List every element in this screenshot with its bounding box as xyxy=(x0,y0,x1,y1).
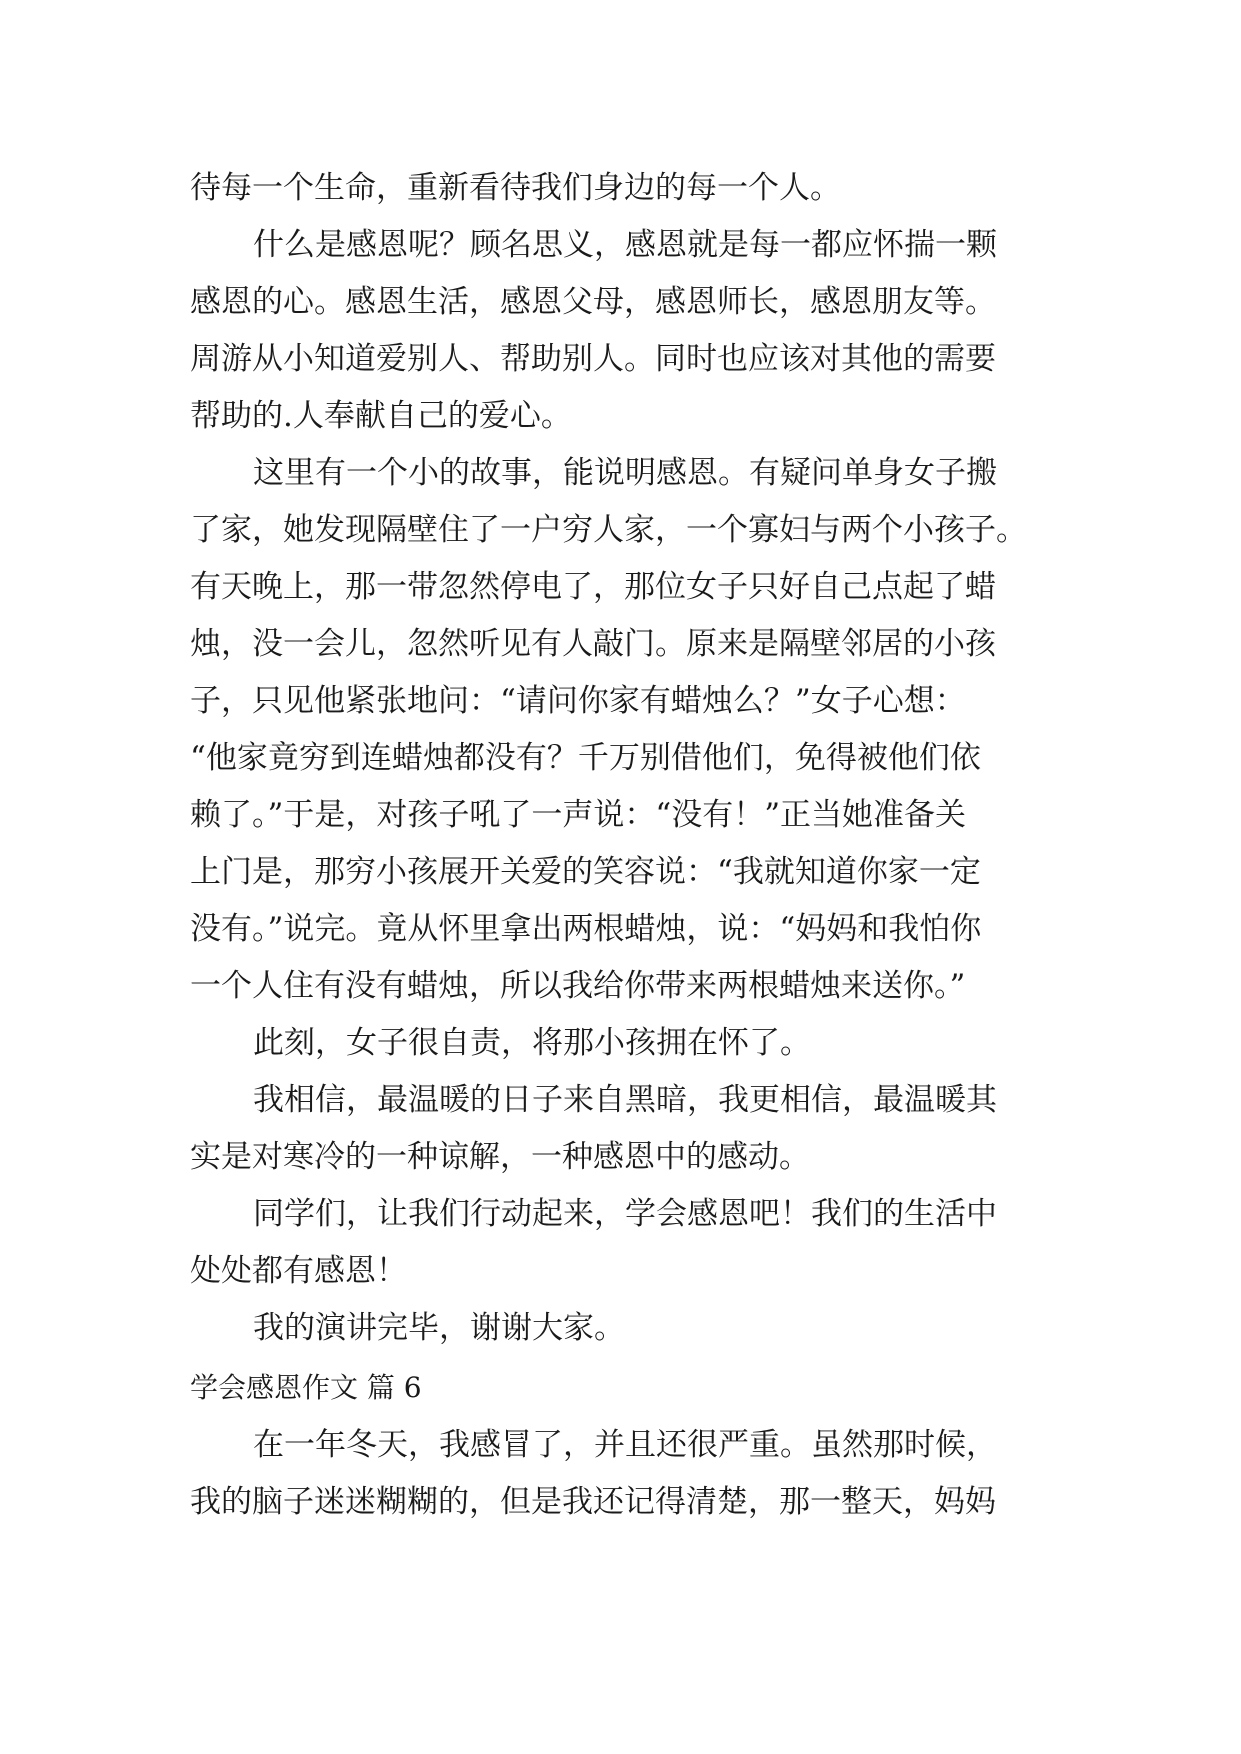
text-line: 感恩的心。感恩生活，感恩父母，感恩师长，感恩朋友等。 xyxy=(190,284,996,320)
paragraph-start-line: 我的演讲完毕，谢谢大家。 xyxy=(253,1310,625,1346)
text-line: “他家竟穷到连蜡烛都没有？千万别借他们，免得被他们依 xyxy=(190,740,981,776)
paragraph-start-line: 什么是感恩呢？顾名思义，感恩就是每一都应怀揣一颗 xyxy=(253,227,997,263)
paragraph-start-line: 同学们，让我们行动起来，学会感恩吧！我们的生活中 xyxy=(253,1196,997,1232)
text-line: 烛，没一会儿，忽然听见有人敲门。原来是隔壁邻居的小孩 xyxy=(190,626,996,662)
paragraph-start-line: 此刻，女子很自责，将那小孩拥在怀了。 xyxy=(253,1025,811,1061)
text-line: 没有。”说完。竟从怀里拿出两根蜡烛，说：“妈妈和我怕你 xyxy=(190,911,982,947)
text-line: 有天晚上，那一带忽然停电了，那位女子只好自己点起了蜡 xyxy=(190,569,996,605)
section-heading: 学会感恩作文 篇 6 xyxy=(190,1371,422,1404)
text-line: 上门是，那穷小孩展开关爱的笑容说：“我就知道你家一定 xyxy=(190,854,981,890)
paragraph-start-line: 这里有一个小的故事，能说明感恩。有疑问单身女子搬 xyxy=(253,455,997,491)
text-line: 子，只见他紧张地问：“请问你家有蜡烛么？”女子心想： xyxy=(190,683,966,719)
text-line: 帮助的.人奉献自己的爱心。 xyxy=(190,398,572,434)
text-line: 处处都有感恩！ xyxy=(190,1253,407,1289)
text-line: 赖了。”于是，对孩子吼了一声说：“没有！”正当她准备关 xyxy=(190,797,967,833)
text-line: 待每一个生命，重新看待我们身边的每一个人。 xyxy=(190,170,841,206)
paragraph-start-line: 在一年冬天，我感冒了，并且还很严重。虽然那时候， xyxy=(253,1427,997,1463)
text-line: 了家，她发现隔壁住了一户穷人家，一个寡妇与两个小孩子。 xyxy=(190,512,1027,548)
text-line: 实是对寒冷的一种谅解，一种感恩中的感动。 xyxy=(190,1139,810,1175)
text-line: 我的脑子迷迷糊糊的，但是我还记得清楚，那一整天，妈妈 xyxy=(190,1484,996,1520)
text-line: 一个人住有没有蜡烛，所以我给你带来两根蜡烛来送你。” xyxy=(190,968,966,1004)
paragraph-start-line: 我相信，最温暖的日子来自黑暗，我更相信，最温暖其 xyxy=(253,1082,997,1118)
text-line: 周游从小知道爱别人、帮助别人。同时也应该对其他的需要 xyxy=(190,341,996,377)
